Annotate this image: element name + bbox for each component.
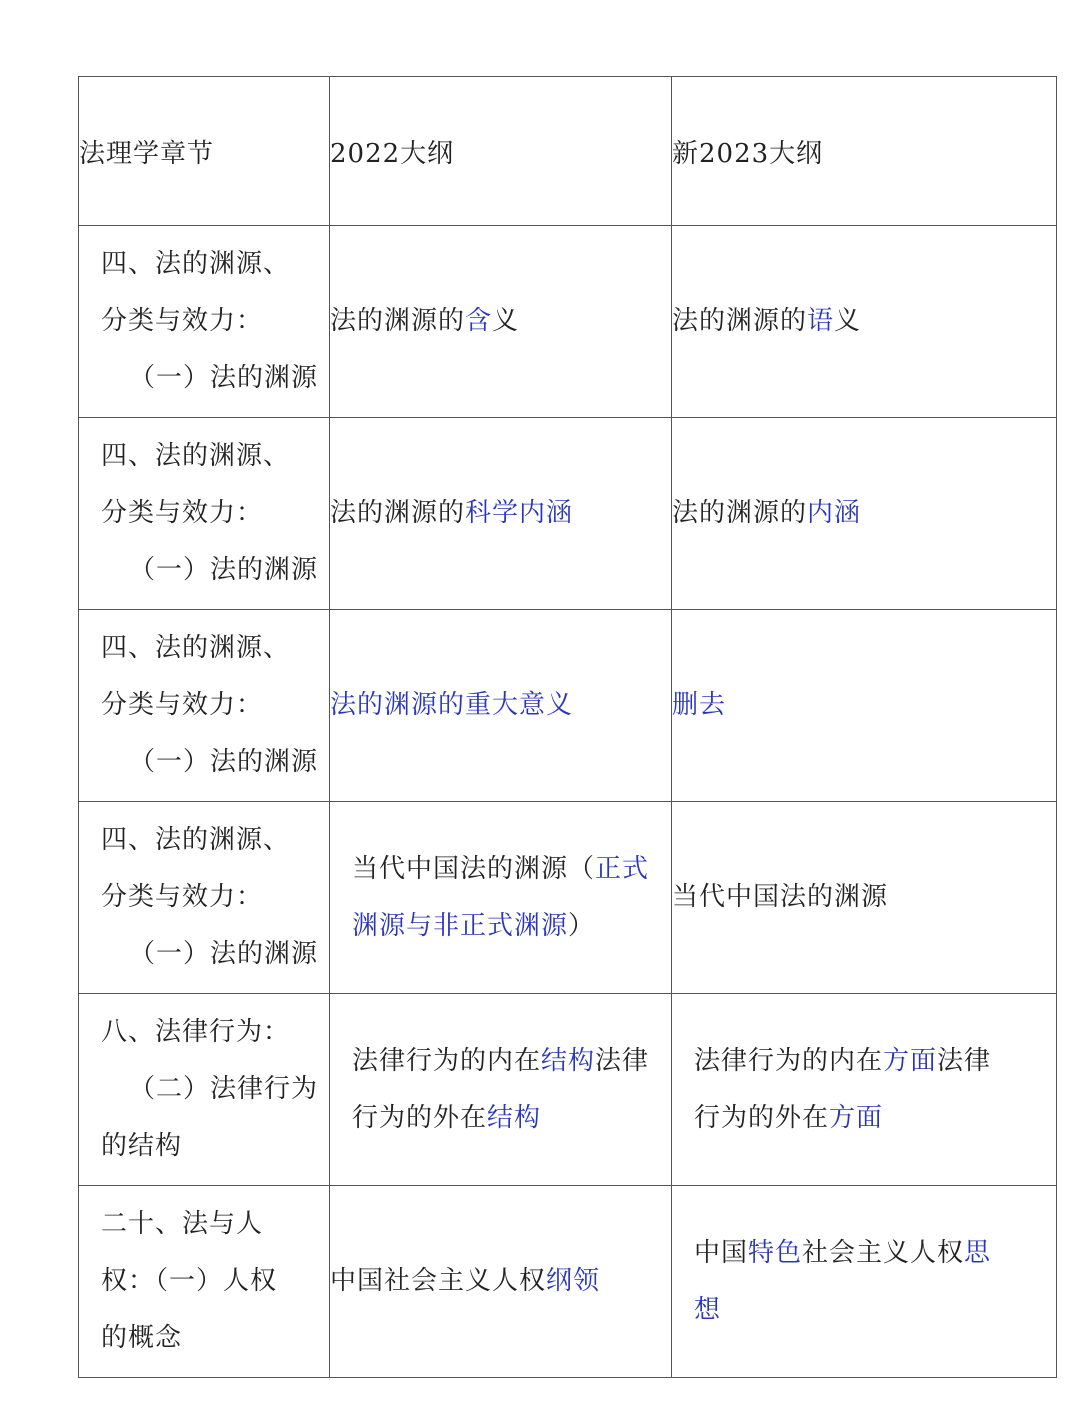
new-outline-cell: 法律行为的内在方面法律行为的外在方面 xyxy=(672,994,1057,1186)
old-outline-cell: 中国社会主义人权纲领 xyxy=(330,1186,672,1378)
new-outline-cell: 法的渊源的语义 xyxy=(672,226,1057,418)
syllabus-comparison-table xyxy=(78,76,1057,1378)
header-2023: 新2023大纲 xyxy=(672,77,1057,226)
table-header-row xyxy=(79,77,1057,226)
old-outline-cell: 法的渊源的重大意义 xyxy=(330,610,672,802)
chapter-cell: 四、法的渊源、 分类与效力： （一）法的渊源 xyxy=(79,226,330,418)
new-outline-cell: 删去 xyxy=(672,610,1057,802)
table-row xyxy=(79,802,1057,994)
new-outline-cell: 当代中国法的渊源 xyxy=(672,802,1057,994)
table-row xyxy=(79,1186,1057,1378)
old-outline-cell: 法的渊源的含义 xyxy=(330,226,672,418)
old-outline-cell: 法律行为的内在结构法律行为的外在结构 xyxy=(330,994,672,1186)
table-row xyxy=(79,610,1057,802)
chapter-cell: 四、法的渊源、 分类与效力： （一）法的渊源 xyxy=(79,802,330,994)
old-outline-cell: 当代中国法的渊源（正式渊源与非正式渊源） xyxy=(330,802,672,994)
old-outline-cell: 法的渊源的科学内涵 xyxy=(330,418,672,610)
table-row xyxy=(79,994,1057,1186)
chapter-cell: 四、法的渊源、 分类与效力： （一）法的渊源 xyxy=(79,610,330,802)
new-outline-cell: 法的渊源的内涵 xyxy=(672,418,1057,610)
header-2022: 2022大纲 xyxy=(330,77,672,226)
table-row xyxy=(79,418,1057,610)
chapter-cell: 四、法的渊源、 分类与效力： （一）法的渊源 xyxy=(79,418,330,610)
table-row xyxy=(79,226,1057,418)
chapter-cell: 八、法律行为： （二）法律行为 的结构 xyxy=(79,994,330,1186)
header-chapter: 法理学章节 xyxy=(79,77,330,226)
new-outline-cell: 中国特色社会主义人权思想 xyxy=(672,1186,1057,1378)
chapter-cell: 二十、法与人 权：（一）人权 的概念 xyxy=(79,1186,330,1378)
